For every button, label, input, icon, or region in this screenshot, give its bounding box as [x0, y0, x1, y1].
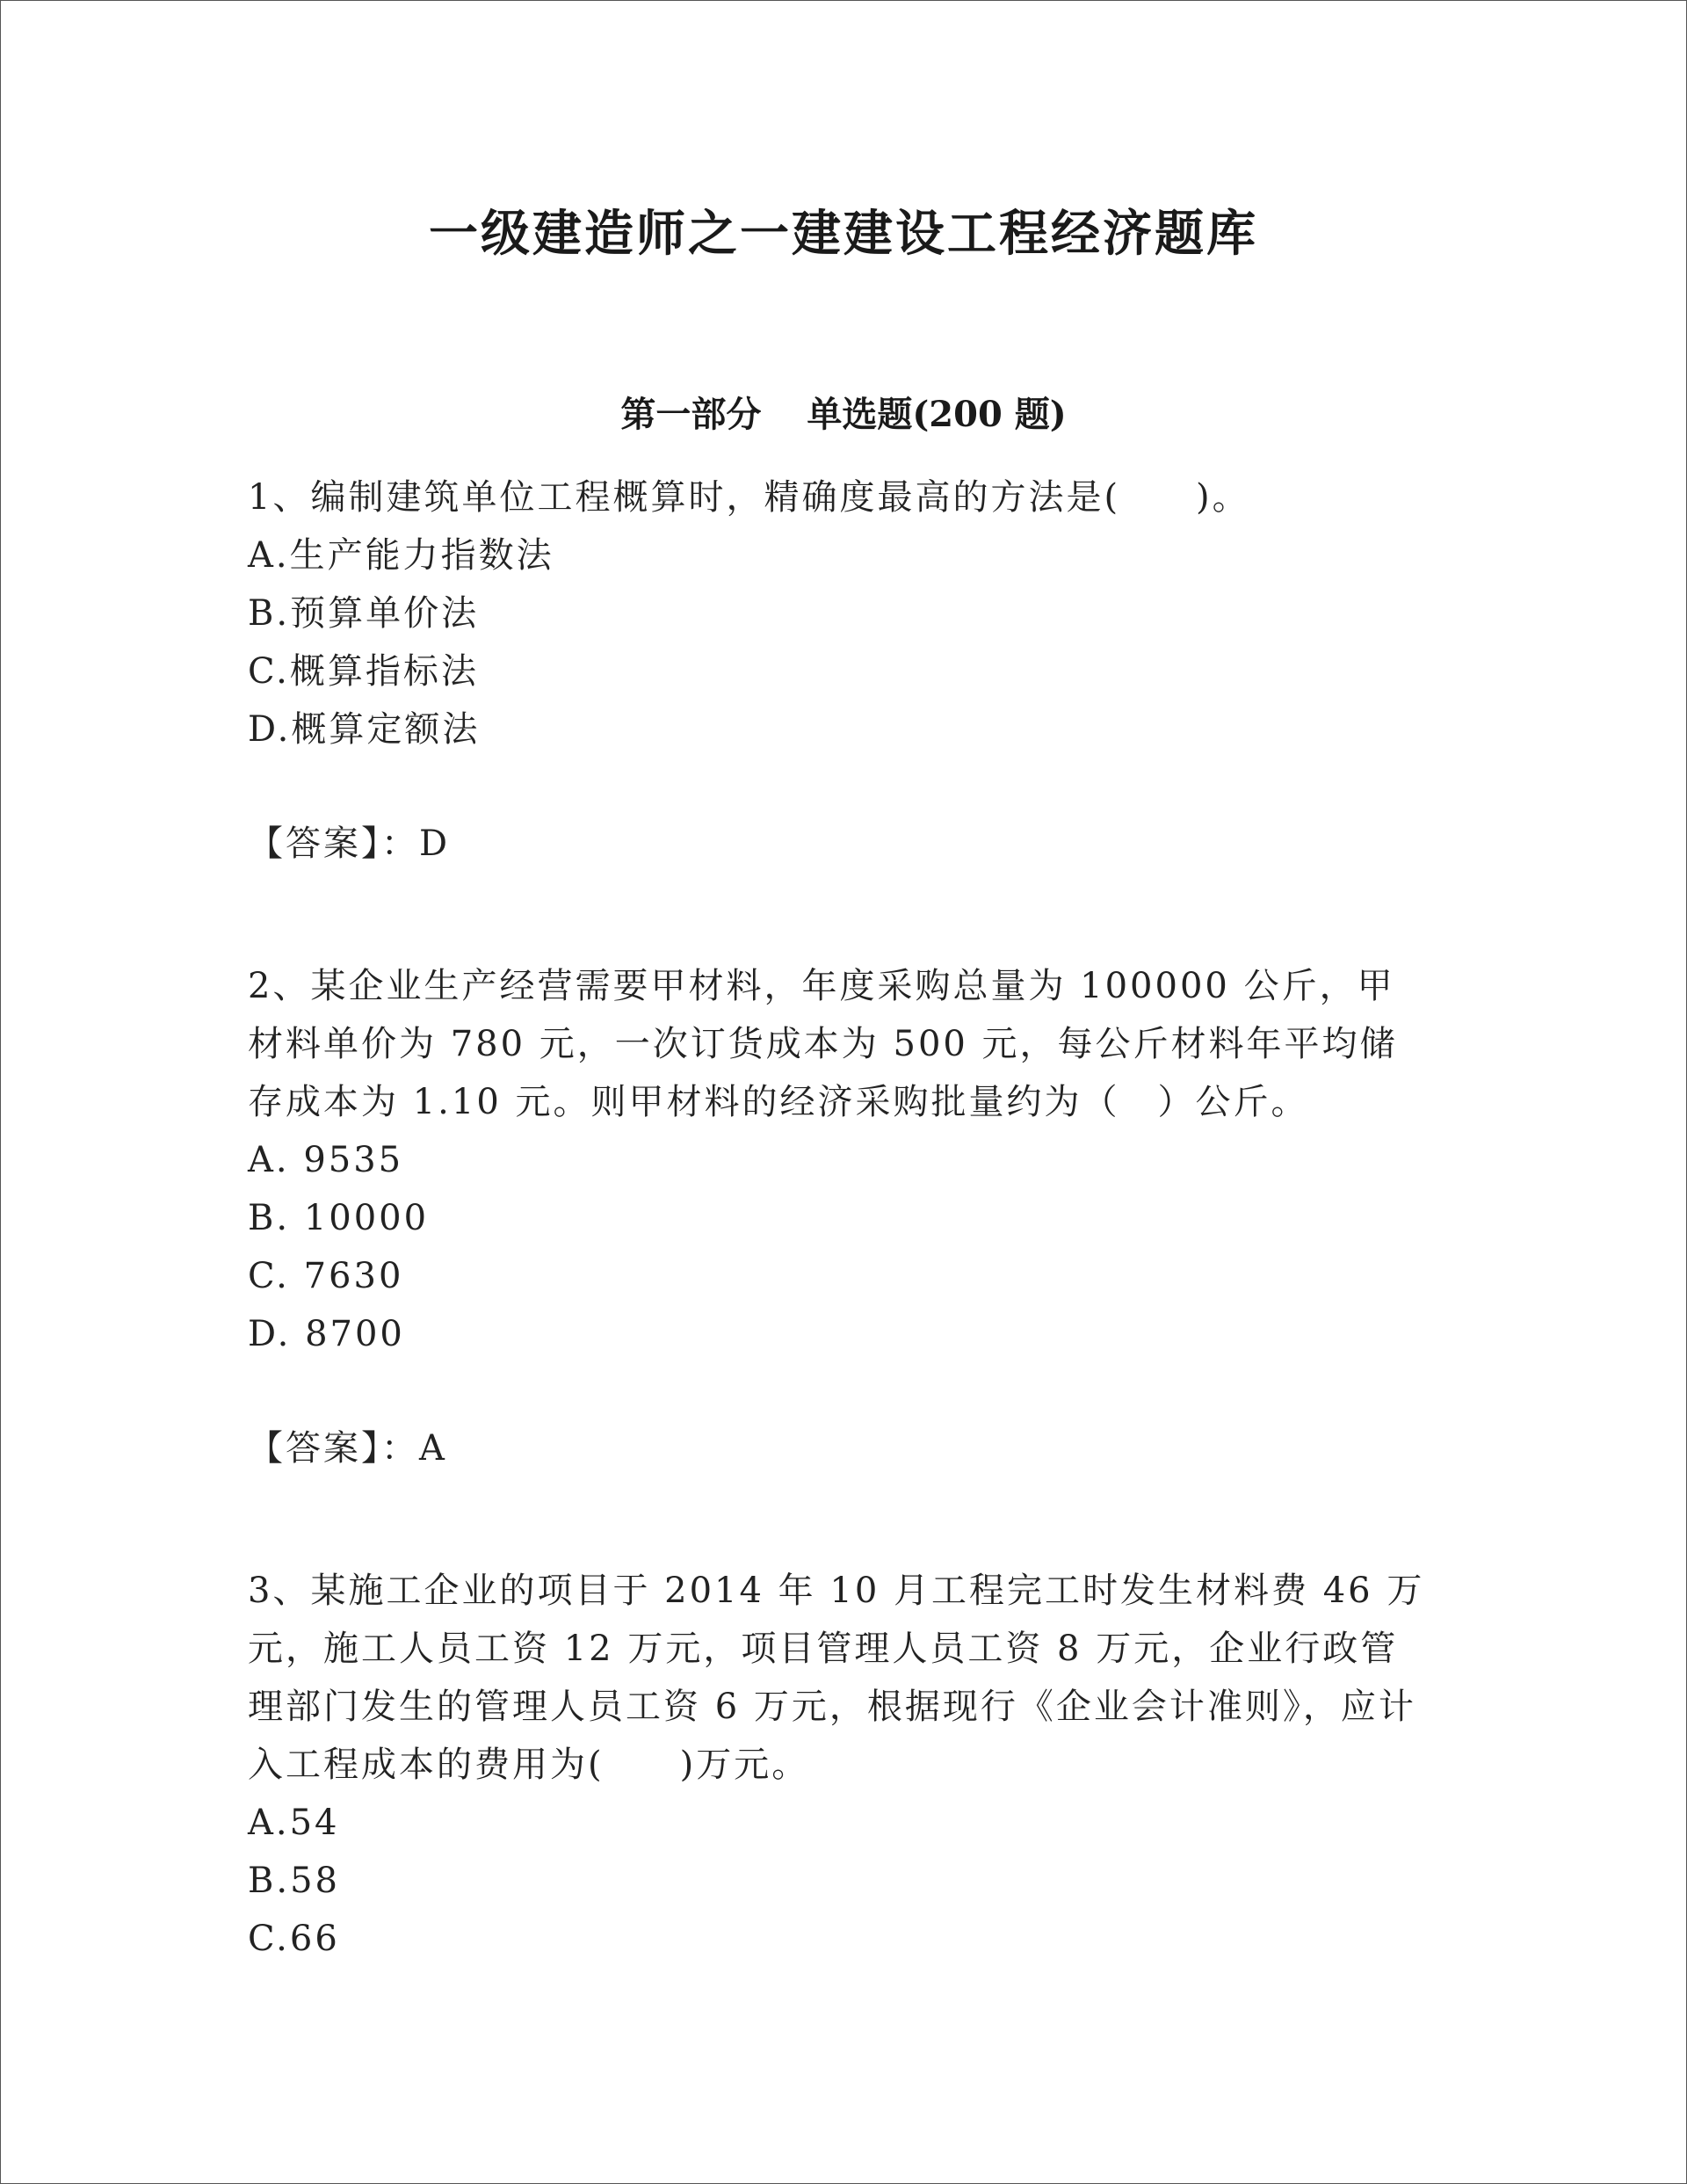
document-title: 一级建造师之一建建设工程经济题库	[429, 205, 1258, 263]
option-b: B.预算单价法	[248, 593, 480, 634]
option-b: B. 10000	[248, 1198, 430, 1238]
option-c: C.66	[248, 1919, 340, 1959]
section-heading	[0, 387, 1687, 437]
answer-value: D	[419, 824, 451, 864]
option-c: C.概算指标法	[248, 651, 479, 692]
question-stem: 3、某施工企业的项目于 2014 年 10 月工程完工时发生材料费 46 万元，施工人员工资 12 万元，项目管理人员工资 8 万元，企业行政管理部门发生的管理人员工资 6 万元，根据现行《企业会计准则》，应计入工程成本的费用为( )万元。	[248, 1571, 1425, 1785]
question-stem: 2、某企业生产经营需要甲材料，年度采购总量为 100000 公斤，甲材料单价为 780 元，一次订货成本为 500 元，每公斤材料年平均储存成本为 1.10 元。则甲材料的经济采购批量约为（ ）公斤。	[248, 966, 1398, 1122]
question-list	[248, 468, 1425, 1968]
option-a: A.生产能力指数法	[248, 535, 554, 576]
question-stem: 1、编制建筑单位工程概算时，精确度最高的方法是( )。	[248, 477, 1250, 518]
section-part: 第一部分	[620, 394, 762, 435]
question-3	[248, 1562, 1425, 1968]
option-d: D.概算定额法	[248, 709, 481, 750]
answer-label: 【答案】：	[248, 824, 419, 864]
option-d: D. 8700	[248, 1314, 405, 1354]
option-b: B.58	[248, 1861, 341, 1901]
answer-label: 【答案】：	[248, 1428, 419, 1469]
option-a: A.54	[248, 1803, 340, 1843]
answer-line	[248, 815, 1425, 873]
answer-value: A	[419, 1428, 447, 1469]
option-a: A. 9535	[248, 1140, 404, 1180]
option-c: C. 7630	[248, 1256, 404, 1296]
answer-line	[248, 1419, 1425, 1477]
section-name: 单选题(200 题)	[807, 394, 1067, 435]
question-2	[248, 957, 1425, 1477]
question-1	[248, 468, 1425, 873]
